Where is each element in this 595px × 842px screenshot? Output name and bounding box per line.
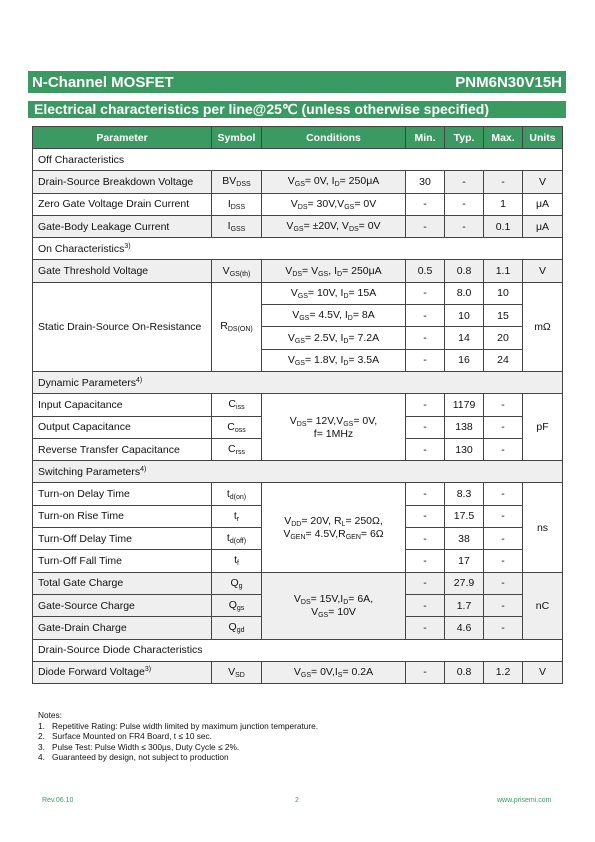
table-row [33, 193, 563, 215]
section-row-off [33, 149, 563, 171]
typ-cell: 1179 [445, 394, 484, 416]
note-item [38, 721, 318, 732]
note-text: Pulse Test: Pulse Width ≤ 300μs, Duty Cycle ≤ 2%. [52, 741, 240, 752]
max-cell: - [484, 394, 523, 416]
note-text: Repetitive Rating: Pulse width limited by maximum junction temperature. [52, 720, 319, 731]
param-cell: Drain-Source Breakdown Voltage [33, 171, 212, 193]
symbol-sub: GSS [230, 226, 246, 234]
unit-cell: μA [523, 193, 563, 215]
max-cell: 1.2 [484, 661, 523, 683]
symbol-sub: r [236, 515, 240, 523]
title-bar [28, 71, 566, 93]
param-cell: Gate Threshold Voltage [33, 260, 212, 282]
param-cell: Turn-Off Delay Time [33, 528, 212, 550]
symbol-sub: gd [236, 627, 245, 635]
max-cell: - [484, 594, 523, 616]
symbol-sub: iss [236, 404, 245, 412]
symbol-sub: GS(th) [229, 270, 251, 278]
table-row [33, 661, 563, 683]
electrical-characteristics-table [32, 126, 563, 684]
typ-cell: - [445, 215, 484, 237]
symbol-sub: d(off) [229, 538, 247, 546]
min-cell: - [406, 661, 445, 683]
symbol-cell [212, 260, 262, 282]
typ-cell: 8.3 [445, 483, 484, 505]
typ-cell: - [445, 171, 484, 193]
condition-cell: $V_{DS}= 15V,I_D= 6A$, $V_{GS}= 10V$ [262, 572, 406, 639]
typ-cell: 38 [445, 528, 484, 550]
symbol-sub: rss [235, 449, 245, 456]
max-cell: - [484, 416, 523, 438]
min-cell: - [406, 572, 445, 594]
max-cell: - [484, 483, 523, 505]
symbol-cell [212, 550, 262, 572]
unit-cell: μA [523, 215, 563, 237]
note-item [38, 742, 318, 753]
max-cell: 10 [484, 282, 523, 304]
note-number: 1. [38, 720, 45, 731]
min-cell: - [406, 193, 445, 215]
max-cell: 1.1 [484, 260, 523, 282]
table-row [33, 282, 563, 304]
symbol-main: I [227, 197, 231, 210]
symbol-main: V [228, 665, 236, 678]
symbol-sub: g [238, 582, 243, 590]
max-cell: - [484, 572, 523, 594]
typ-cell: 10 [445, 305, 484, 327]
notes-block [38, 710, 318, 763]
symbol-sub: DSS [230, 203, 246, 211]
max-cell: - [484, 528, 523, 550]
footnote-ref: 4) [140, 465, 147, 473]
typ-cell: 14 [445, 327, 484, 349]
symbol-cell [212, 572, 262, 594]
typ-cell: 138 [445, 416, 484, 438]
symbol-cell [212, 438, 262, 460]
typ-cell: 17.5 [445, 505, 484, 527]
param-cell: Turn-Off Fall Time [33, 550, 212, 572]
unit-cell: ns [523, 483, 563, 572]
symbol-cell [212, 661, 262, 683]
condition-cell: $V_{DS}= V_{GS}$, $I_D= 250\mu A$ [262, 260, 406, 282]
col-header-typ: Typ. [445, 127, 484, 149]
min-cell: - [406, 594, 445, 616]
symbol-cell [212, 215, 262, 237]
col-header-max: Max. [484, 127, 523, 149]
unit-cell: nC [523, 572, 563, 639]
param-cell [33, 661, 212, 683]
symbol-main: Q [228, 599, 237, 612]
symbol-main: t [234, 554, 237, 567]
condition-cell: $V_{GS}= 10V$, $I_D= 15A$ [262, 282, 406, 304]
typ-cell: 17 [445, 550, 484, 572]
unit-cell: pF [523, 394, 563, 461]
symbol-main: BV [222, 175, 237, 188]
min-cell: - [406, 550, 445, 572]
col-header-conditions: Conditions [262, 127, 406, 149]
unit-cell: V [523, 661, 563, 683]
param-cell: Turn-on Rise Time [33, 505, 212, 527]
footer-page-number: 2 [295, 797, 299, 804]
symbol-cell [212, 505, 262, 527]
param-cell: Reverse Transfer Capacitance [33, 438, 212, 460]
param-cell: Output Capacitance [33, 416, 212, 438]
table-row [33, 260, 563, 282]
symbol-cell [212, 528, 262, 550]
max-cell: - [484, 505, 523, 527]
min-cell: - [406, 483, 445, 505]
footnote-ref: 3) [124, 242, 131, 250]
section-title-text: On Characteristics [38, 242, 125, 255]
min-cell: - [406, 617, 445, 639]
symbol-main: V [222, 264, 230, 277]
condition-cell: $V_{GS}= 0V,I_S= 0.2A$ [262, 661, 406, 683]
param-cell: Static Drain-Source On-Resistance [33, 282, 212, 371]
symbol-main: Q [228, 621, 237, 634]
symbol-main: C [228, 398, 237, 411]
condition-cell: $V_{GS}= 2.5V$, $I_D= 7.2A$ [262, 327, 406, 349]
min-cell: 30 [406, 171, 445, 193]
section-title-off: Off Characteristics [33, 149, 563, 171]
typ-cell: 27.9 [445, 572, 484, 594]
condition-cell: $V_{GS}= 0V$, $I_D= 250\mu A$ [262, 171, 406, 193]
min-cell: - [406, 505, 445, 527]
symbol-cell [212, 171, 262, 193]
symbol-main: C [227, 420, 235, 433]
symbol-sub: gs [236, 605, 245, 613]
footer-revision: Rev.06.10 [42, 797, 74, 804]
note-item [38, 752, 318, 763]
symbol-sub: DSS [236, 181, 251, 189]
unit-cell: V [523, 171, 563, 193]
param-text: Diode Forward Voltage [38, 666, 145, 679]
symbol-main: t [226, 487, 230, 500]
typ-cell: 0.8 [445, 661, 484, 683]
notes-title: Notes: [38, 710, 62, 720]
symbol-cell [212, 394, 262, 416]
condition-cell: $V_{GS}= \pm 20V$, $V_{DS}= 0V$ [262, 215, 406, 237]
max-cell: - [484, 171, 523, 193]
typ-cell: 4.6 [445, 617, 484, 639]
min-cell: - [406, 394, 445, 416]
col-header-parameter: Parameter [33, 127, 212, 149]
section-title: Electrical characteristics per line@25℃ (unless otherwise specified) [34, 101, 490, 117]
max-cell: 24 [484, 349, 523, 371]
col-header-min: Min. [406, 127, 445, 149]
section-title-switching [33, 461, 563, 483]
typ-cell: - [445, 193, 484, 215]
symbol-cell [212, 416, 262, 438]
col-header-units: Units [523, 127, 563, 149]
symbol-sub: SD [235, 671, 245, 679]
table-row [33, 215, 563, 237]
section-row-dynamic [33, 371, 563, 393]
param-cell: Gate-Drain Charge [33, 617, 212, 639]
footnote-ref: 3) [144, 666, 152, 674]
symbol-cell [212, 193, 262, 215]
min-cell: 0.5 [406, 260, 445, 282]
typ-cell: 1.7 [445, 594, 484, 616]
condition-cell: $V_{GS}= 4.5V$, $I_D= 8A$ [262, 305, 406, 327]
table-header-row [33, 127, 563, 149]
unit-cell: mΩ [523, 282, 563, 371]
section-title-text: Dynamic Parameters [38, 376, 137, 389]
max-cell: 20 [484, 327, 523, 349]
table-row [33, 394, 563, 416]
symbol-sub: d(on) [229, 493, 247, 501]
max-cell: 15 [484, 305, 523, 327]
table-row [33, 572, 563, 594]
footnote-ref: 4) [136, 376, 143, 384]
symbol-cell [212, 617, 262, 639]
param-cell: Zero Gate Voltage Drain Current [33, 193, 212, 215]
note-text: Surface Mounted on FR4 Board, t ≤ 10 sec. [52, 731, 212, 742]
condition-cell: $V_{DS}= 12V,V_{GS}= 0V$, f= 1MHz [262, 394, 406, 461]
symbol-cell [212, 594, 262, 616]
symbol-main: t [226, 532, 230, 545]
min-cell: - [406, 282, 445, 304]
min-cell: - [406, 438, 445, 460]
section-title-text: Switching Parameters [38, 465, 141, 478]
param-cell: Gate-Source Charge [33, 594, 212, 616]
symbol-main: I [227, 220, 231, 233]
symbol-cell [212, 483, 262, 505]
min-cell: - [406, 327, 445, 349]
unit-cell: V [523, 260, 563, 282]
section-row-diode [33, 639, 563, 661]
max-cell: 1 [484, 193, 523, 215]
section-row-switching [33, 461, 563, 483]
symbol-cell [212, 282, 262, 371]
note-number: 3. [38, 741, 45, 752]
typ-cell: 130 [445, 438, 484, 460]
condition-cell: $V_{GS}= 1.8V$, $I_D= 3.5A$ [262, 349, 406, 371]
section-title-diode: Drain-Source Diode Characteristics [33, 639, 563, 661]
typ-cell: 0.8 [445, 260, 484, 282]
table-row [33, 483, 563, 505]
note-number: 4. [38, 752, 45, 763]
symbol-main: C [228, 443, 236, 455]
device-type: N-Channel MOSFET [32, 74, 174, 91]
note-item [38, 731, 318, 742]
section-bar [28, 101, 566, 118]
param-cell: Input Capacitance [33, 394, 212, 416]
min-cell: - [406, 528, 445, 550]
condition-cell: $V_{DD}= 20V$, $R_L= 250\Omega$, $V_{GEN}= 4.5V,R_{GEN}= 6\Omega$ [262, 483, 406, 572]
min-cell: - [406, 215, 445, 237]
typ-cell: 8.0 [445, 282, 484, 304]
param-cell: Turn-on Delay Time [33, 483, 212, 505]
param-cell: Total Gate Charge [33, 572, 212, 594]
footer-website-link[interactable]: www.prisemi.com [497, 797, 552, 804]
col-header-symbol: Symbol [212, 127, 262, 149]
symbol-main: Q [230, 576, 239, 589]
max-cell: - [484, 550, 523, 572]
symbol-main: t [233, 509, 237, 522]
min-cell: - [406, 305, 445, 327]
max-cell: - [484, 438, 523, 460]
section-row-on [33, 238, 563, 260]
max-cell: - [484, 617, 523, 639]
note-number: 2. [38, 731, 45, 742]
symbol-sub: oss [234, 426, 246, 434]
condition-cell: $V_{DS}= 30V,V_{GS}= 0V$ [262, 193, 406, 215]
typ-cell: 16 [445, 349, 484, 371]
param-cell: Gate-Body Leakage Current [33, 215, 212, 237]
section-title-dynamic [33, 371, 563, 393]
note-text: Guaranteed by design, not subject to production [52, 752, 229, 763]
symbol-sub: f [236, 560, 239, 568]
min-cell: - [406, 416, 445, 438]
symbol-main: R [220, 320, 228, 333]
min-cell: - [406, 349, 445, 371]
part-number: PNM6N30V15H [455, 74, 562, 91]
table-row [33, 171, 563, 193]
symbol-sub: DS(ON) [227, 326, 253, 334]
section-title-on [33, 238, 563, 260]
max-cell: 0.1 [484, 215, 523, 237]
